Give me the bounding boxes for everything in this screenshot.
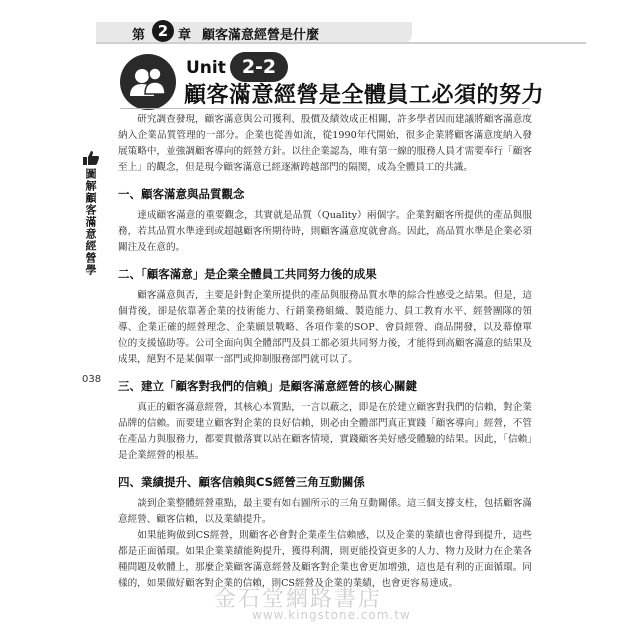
- section-1-paragraph: 達成顧客滿意的重要觀念，其實就是品質（Quality）兩個字。企業對顧客所提供的產品與服務，若其品質水準達到或超越顧客所期待時，則顧客滿意度就會高。因此，高品質水準是企業必須關注及在意的。: [118, 210, 532, 253]
- chapter-suffix: 章: [178, 28, 192, 43]
- section-heading-3: 三、建立「顧客對我們的信賴」是顧客滿意經營的核心關鍵: [118, 379, 417, 393]
- section-2-paragraph: 顧客滿意與否，主要是針對企業所提供的產品與服務品質水準的綜合性感受之結果。但是，這個背後，卻是依靠著企業的技術能力、行銷業務組織、製造能力、員工教育水平、經營團隊的領導、企業正確的經營理念、企業願景戰略、各項作業的SOP、會員經營、商品開發，以及幕僚單位的支援協助等。公司全面向與全體部門及員工都必須共同努力後，才能得到高顧客滿意的結果及成果，絕對不是某個單一部門或抑制服務部門就可以了。: [118, 290, 532, 365]
- section-heading-1: 一、顧客滿意與品質觀念: [118, 187, 245, 201]
- two-people-icon: [120, 54, 176, 110]
- thumbs-up-icon: [82, 150, 100, 166]
- chapter-title: 顧客滿意經營是什麼: [202, 28, 320, 43]
- side-tab: [82, 150, 100, 276]
- section-3-paragraph: 真正的顧客滿意經營，其核心本質點，一言以蔽之，即是在於建立顧客對我們的信賴，對企業品牌的信賴。而要建立顧客對企業的良好信賴，則必由全體部門真正實踐「顧客導向」經營，不管在產品力與服務力，都要貫徹落實以站在顧客情境，實踐顧客美好感受體驗的結果。因此，「信賴」是企業經營的根基。: [118, 402, 532, 461]
- unit-number-badge: 2-2: [230, 52, 288, 82]
- section-4-paragraph-1: 談到企業整體經營重點，最主要有如右圖所示的三角互動關係。這三個支撐支柱，包括顧客滿意經營、顧客信賴，以及業績提升。: [118, 498, 532, 525]
- chapter-number-badge: 2: [152, 20, 174, 42]
- watermark-url: www.kingstone.com.tw: [252, 608, 411, 622]
- unit-title: 顧客滿意經營是全體員工必須的努力: [184, 83, 545, 108]
- book-title-vertical: 圖解顧客滿意經營學: [84, 168, 97, 276]
- section-heading-4: 四、業績提升、顧客信賴與CS經營三角互動關係: [118, 475, 365, 489]
- page-number: 038: [82, 374, 102, 385]
- title-underline: [120, 108, 530, 109]
- unit-label: Unit: [186, 58, 226, 78]
- article-body: [118, 112, 532, 592]
- section-heading-2: 二、「顧客滿意」是企業全體員工共同努力後的成果: [118, 267, 377, 281]
- intro-paragraph: 研究調查發現，顧客滿意與公司獲利、股價及績效成正相關，許多學者因而建議將顧客滿意度納入企業品質管理的一部分。企業也從善如流，從1990年代開始，很多企業將顧客滿意度納入發展策略中，並強調顧客導向的經營方針。以往企業認為，唯有第一線的服務人員才需要奉行「顧客至上」的觀念，但是現今顧客滿意已經逐漸跨越部門的隔閡，成為全體員工的共識。: [118, 114, 532, 173]
- watermark-title: 金石堂網路書店: [214, 587, 383, 612]
- section-4-paragraph-2: 如果能夠做到CS經營，則顧客必會對企業產生信賴感，以及企業的業績也會得到提升，這些都是正面循環。如果企業業績能夠提升，獲得利潤，則更能投資更多的人力、物力及財力在企業各種問題及軟體上，那麼企業顧客滿意經營及顧客對企業也會更加增強，這也是有利的正面循環。同樣的，如果做好顧客對企業的信賴，則CS經營及企業的業績，也會更容易達成。: [118, 530, 532, 589]
- chapter-header: [96, 22, 586, 44]
- chapter-prefix: 第: [132, 28, 146, 43]
- header-divider: [96, 42, 586, 44]
